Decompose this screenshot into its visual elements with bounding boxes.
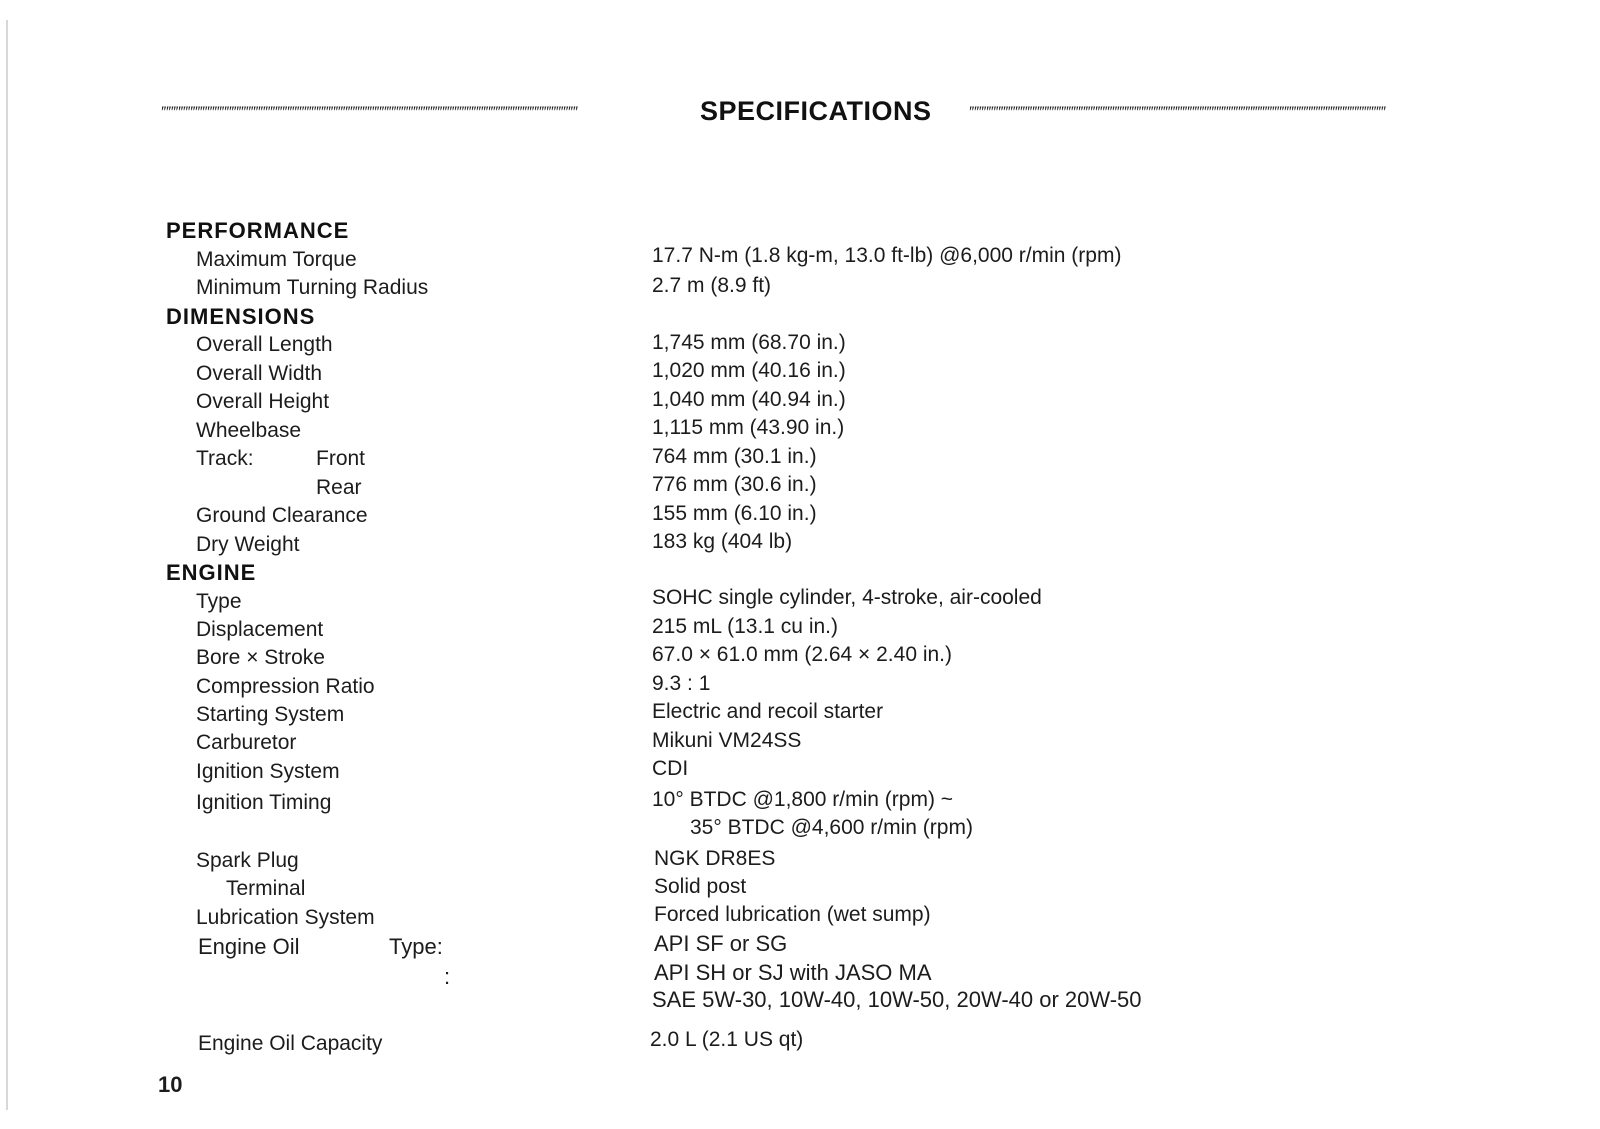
spec-value: 2.0 L (2.1 US qt) bbox=[650, 1028, 804, 1051]
spec-label: Carburetor bbox=[196, 731, 297, 754]
spec-sublabel: Type: bbox=[389, 934, 443, 959]
spec-value: 1,040 mm (40.94 in.) bbox=[652, 388, 846, 411]
spec-label: Spark Plug bbox=[196, 849, 299, 872]
spec-value: Forced lubrication (wet sump) bbox=[654, 903, 931, 926]
spec-value: NGK DR8ES bbox=[654, 847, 776, 870]
spec-label: Maximum Torque bbox=[196, 248, 357, 271]
spec-label: Minimum Turning Radius bbox=[196, 276, 429, 299]
section-title-performance: PERFORMANCE bbox=[166, 218, 350, 243]
spec-value: Mikuni VM24SS bbox=[652, 729, 802, 752]
spec-label: Terminal bbox=[226, 877, 306, 900]
spec-value: 764 mm (30.1 in.) bbox=[652, 445, 817, 468]
page-title: SPECIFICATIONS bbox=[700, 96, 932, 126]
spec-value: 67.0 × 61.0 mm (2.64 × 2.40 in.) bbox=[652, 643, 953, 666]
spec-label: Type bbox=[196, 590, 242, 613]
spec-label: Track: bbox=[196, 447, 254, 470]
section-title-engine: ENGINE bbox=[166, 560, 257, 585]
spec-label: Engine Oil bbox=[198, 934, 300, 959]
spec-value: 1,745 mm (68.70 in.) bbox=[652, 331, 846, 354]
spec-label: Bore × Stroke bbox=[196, 646, 325, 669]
spec-label: Starting System bbox=[196, 703, 345, 726]
spec-value: Solid post bbox=[654, 875, 747, 898]
spec-value: 10° BTDC @1,800 r/min (rpm) ~ bbox=[652, 788, 954, 811]
spec-value: 155 mm (6.10 in.) bbox=[652, 502, 817, 525]
spec-sublabel: : bbox=[444, 964, 451, 989]
spec-value: API SF or SG bbox=[654, 931, 788, 956]
spec-label: Lubrication System bbox=[196, 906, 375, 929]
spec-value-continued: API SH or SJ with JASO MA bbox=[654, 960, 932, 985]
spec-label: Compression Ratio bbox=[196, 675, 375, 698]
spec-sublabel: Rear bbox=[316, 476, 362, 499]
page-header bbox=[160, 96, 1480, 130]
spec-label: Ground Clearance bbox=[196, 504, 368, 527]
spec-value: Electric and recoil starter bbox=[652, 700, 884, 723]
spec-value: 1,115 mm (43.90 in.) bbox=[652, 416, 845, 439]
header-rule-left: '''''''''''''''''''''''''''''''''''''''''''''''''''''''''''''''''''''''''''''''''''''''''''''''''''''''''''''''''''''''''''''''''''''''''''''''''''''''''''''''''''''''''''' bbox=[160, 104, 577, 118]
spec-label: Overall Height bbox=[196, 390, 330, 413]
spec-label: Overall Length bbox=[196, 333, 333, 356]
header-rule-right: '''''''''''''''''''''''''''''''''''''''''''''''''''''''''''''''''''''''''''''''''''''''''''''''''''''''''''''''''''''''''''''''''''''''''''''''''''''''''''''''''''''''''''' bbox=[968, 104, 1385, 118]
spec-value: 776 mm (30.6 in.) bbox=[652, 473, 817, 496]
spec-label: Overall Width bbox=[196, 362, 323, 385]
spec-label: Ignition Timing bbox=[196, 791, 332, 814]
spec-label: Engine Oil Capacity bbox=[198, 1032, 383, 1055]
spec-value: 183 kg (404 lb) bbox=[652, 530, 793, 553]
spec-label: Ignition System bbox=[196, 760, 340, 783]
spec-label: Displacement bbox=[196, 618, 324, 641]
spec-value: 2.7 m (8.9 ft) bbox=[652, 274, 772, 297]
spec-value: CDI bbox=[652, 757, 689, 780]
spec-sublabel: Front bbox=[316, 447, 366, 470]
section-title-dimensions: DIMENSIONS bbox=[166, 304, 316, 329]
page-number: 10 bbox=[158, 1072, 183, 1097]
spec-value-continued: 35° BTDC @4,600 r/min (rpm) bbox=[690, 816, 973, 839]
spec-label: Wheelbase bbox=[196, 419, 302, 442]
spec-label: Dry Weight bbox=[196, 533, 300, 556]
spec-value-continued: SAE 5W-30, 10W-40, 10W-50, 20W-40 or 20W-50 bbox=[652, 987, 1142, 1012]
spec-value: SOHC single cylinder, 4-stroke, air-cooled bbox=[652, 586, 1042, 609]
spec-value: 9.3 : 1 bbox=[652, 672, 711, 695]
spec-value: 1,020 mm (40.16 in.) bbox=[652, 359, 846, 382]
page-edge-shadow bbox=[6, 20, 8, 1110]
spec-value: 17.7 N-m (1.8 kg-m, 13.0 ft-lb) @6,000 r/min (rpm) bbox=[652, 244, 1122, 267]
spec-value: 215 mL (13.1 cu in.) bbox=[652, 615, 838, 638]
